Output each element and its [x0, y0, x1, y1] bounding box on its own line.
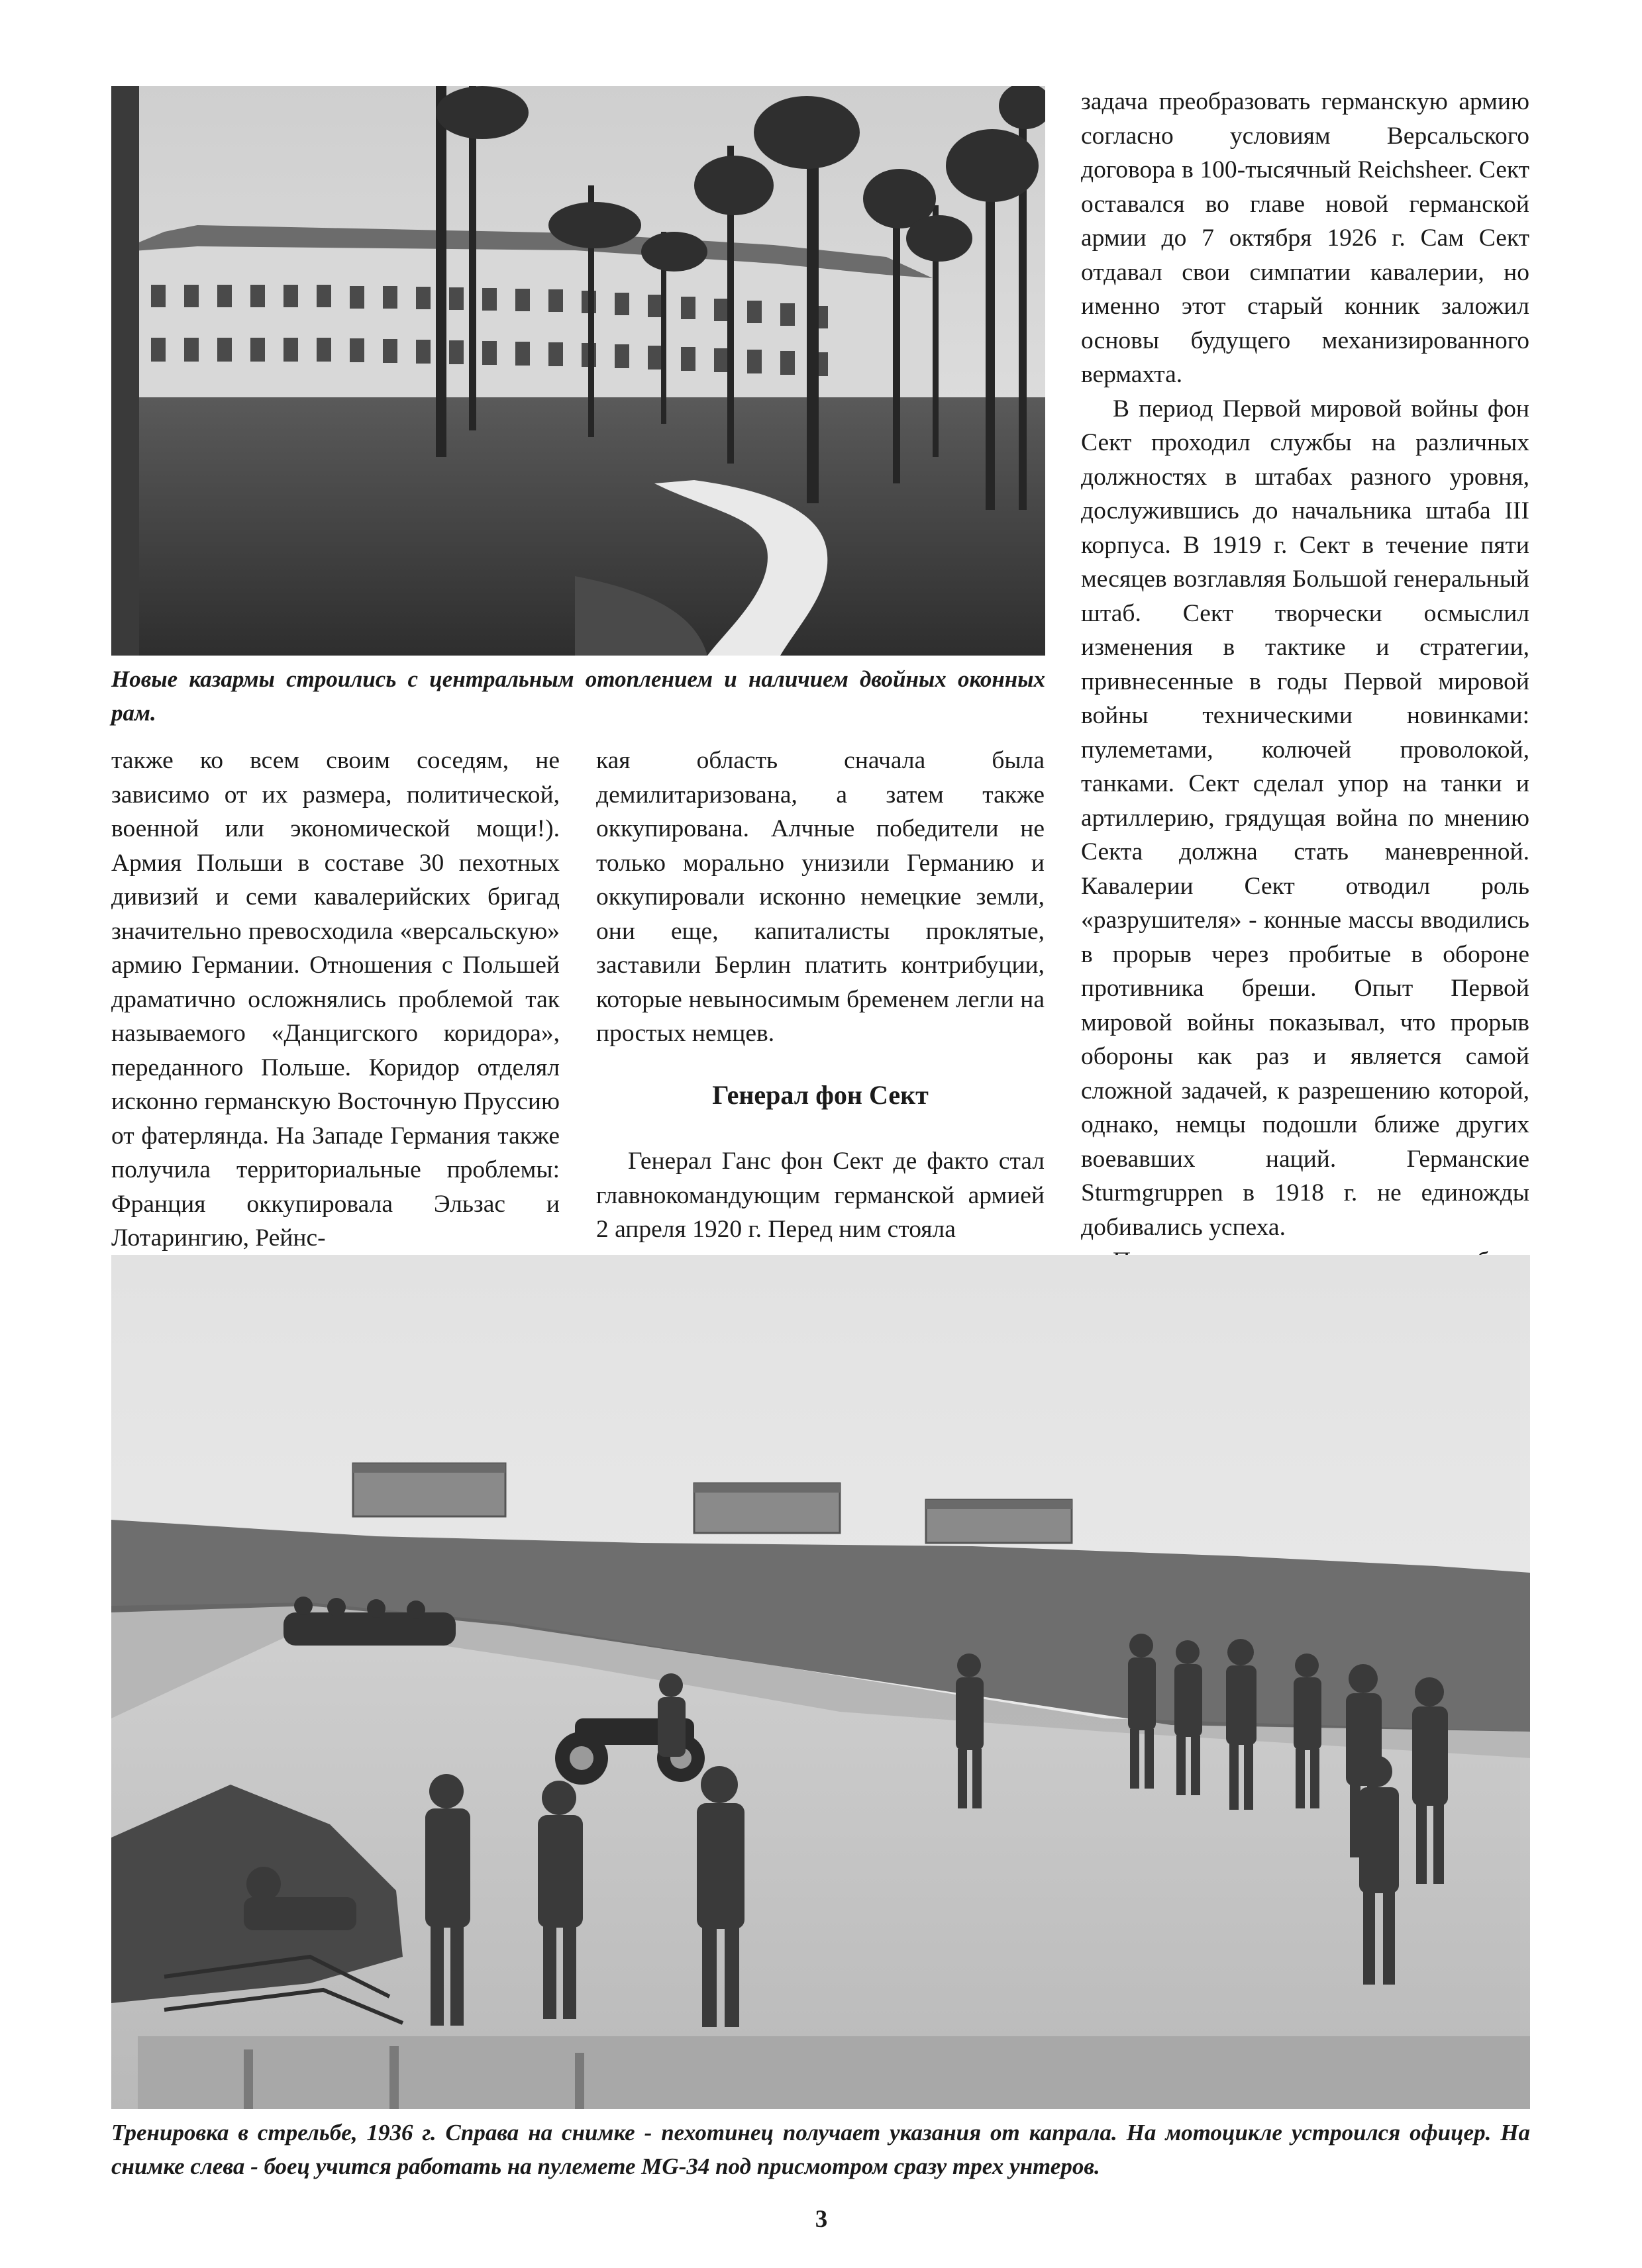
- column-middle-continued: [596, 1144, 1045, 1247]
- barracks-photo: [111, 86, 1045, 656]
- training-photo-caption: Тренировка в стрельбе, 1936 г. Справа на снимке - пехотинец получает указания от капрала. На мотоцикле устроился офицер. На снимке слева - боец учится работать на пулемете MG-34 под присмотром сразу трех унтеров.: [111, 2120, 1530, 2179]
- page-number: 3: [815, 2206, 828, 2233]
- paragraph: также ко всем своим соседям, не зависимо от их размера, политической, военной или экономической мощи!). Армия Польши в составе 30 пехотных дивизий и семи кавалерийских бригад значительно превосходила «версальскую» армию Германии. Отношения с Польшей драматично осложнялись проблемой так называемого «Данцигского коридора», переданного Польше. Коридор отделял исконно германскую Восточную Пруссию от фатерлянда. На Западе Германия также получила территориальные проблемы: Франция оккупировала Эльзас и Лотарингию, Рейнс-: [111, 747, 560, 1252]
- column-right: [1081, 85, 1529, 1312]
- paragraph: задача преобразовать германскую армию согласно условиям Версальского договора в 100-тысячный Reichsheer. Сект оставался во главе новой германской армии до 7 октября 1926 г. Сам Сект отдавал свои симпатии кавалерии, но именно этот старый конник заложил основы будущего механизированного вермахта.: [1081, 88, 1529, 388]
- training-photo-drawing: [111, 1255, 1530, 2109]
- paragraph: кая область сначала была демилитаризована, а затем также оккупирована. Алчные победители не только морально унизили Германию и оккупировали исконно немецкие земли, они еще, капиталисты проклятые, заставили Берлин платить контрибуции, которые невыносимым бременем легли на простых немцев.: [596, 747, 1045, 1047]
- barracks-photo-caption: Новые казармы строились с центральным отоплением и наличием двойных оконных рам.: [111, 666, 1045, 726]
- paragraph: В период Первой мировой войны фон Сект проходил службы на различных должностях в штабах разного уровня, дослужившись до начальника штаба III корпуса. В 1919 г. Сект в течение пяти месяцев возглавляя Большой генеральный штаб. Сект творчески осмыслил изменения в тактике и стратегии, привнесенные в годы Первой мировой войны техническими новинками: пулеметами, колючей проволокой, танками. Сект сделал упор на танки и артиллерию, грядущая война по мнению Секта должна стать маневренной. Кавалерии Сект отводил роль «разрушителя» - конные массы вводились в прорыв через пробитые в обороне противника бреши. Опыт Первой мировой войны показывал, что прорыв обороны как раз и является самой сложной задачей, к разрешению которой, однако, немцы подошли ближе других воевавших наций. Германские Sturmgruppen в 1918 г. не единожды добивались успеха.: [1081, 395, 1529, 1241]
- barracks-photo-drawing: [111, 86, 1045, 656]
- column-middle: [596, 744, 1045, 1051]
- paragraph: Генерал Ганс фон Сект де факто стал главнокомандующим германской армией 2 апреля 1920 г. Перед ним стояла: [596, 1148, 1045, 1243]
- section-heading: Генерал фон Сект: [712, 1080, 929, 1110]
- column-left: [111, 744, 560, 1256]
- training-photo: [111, 1255, 1530, 2109]
